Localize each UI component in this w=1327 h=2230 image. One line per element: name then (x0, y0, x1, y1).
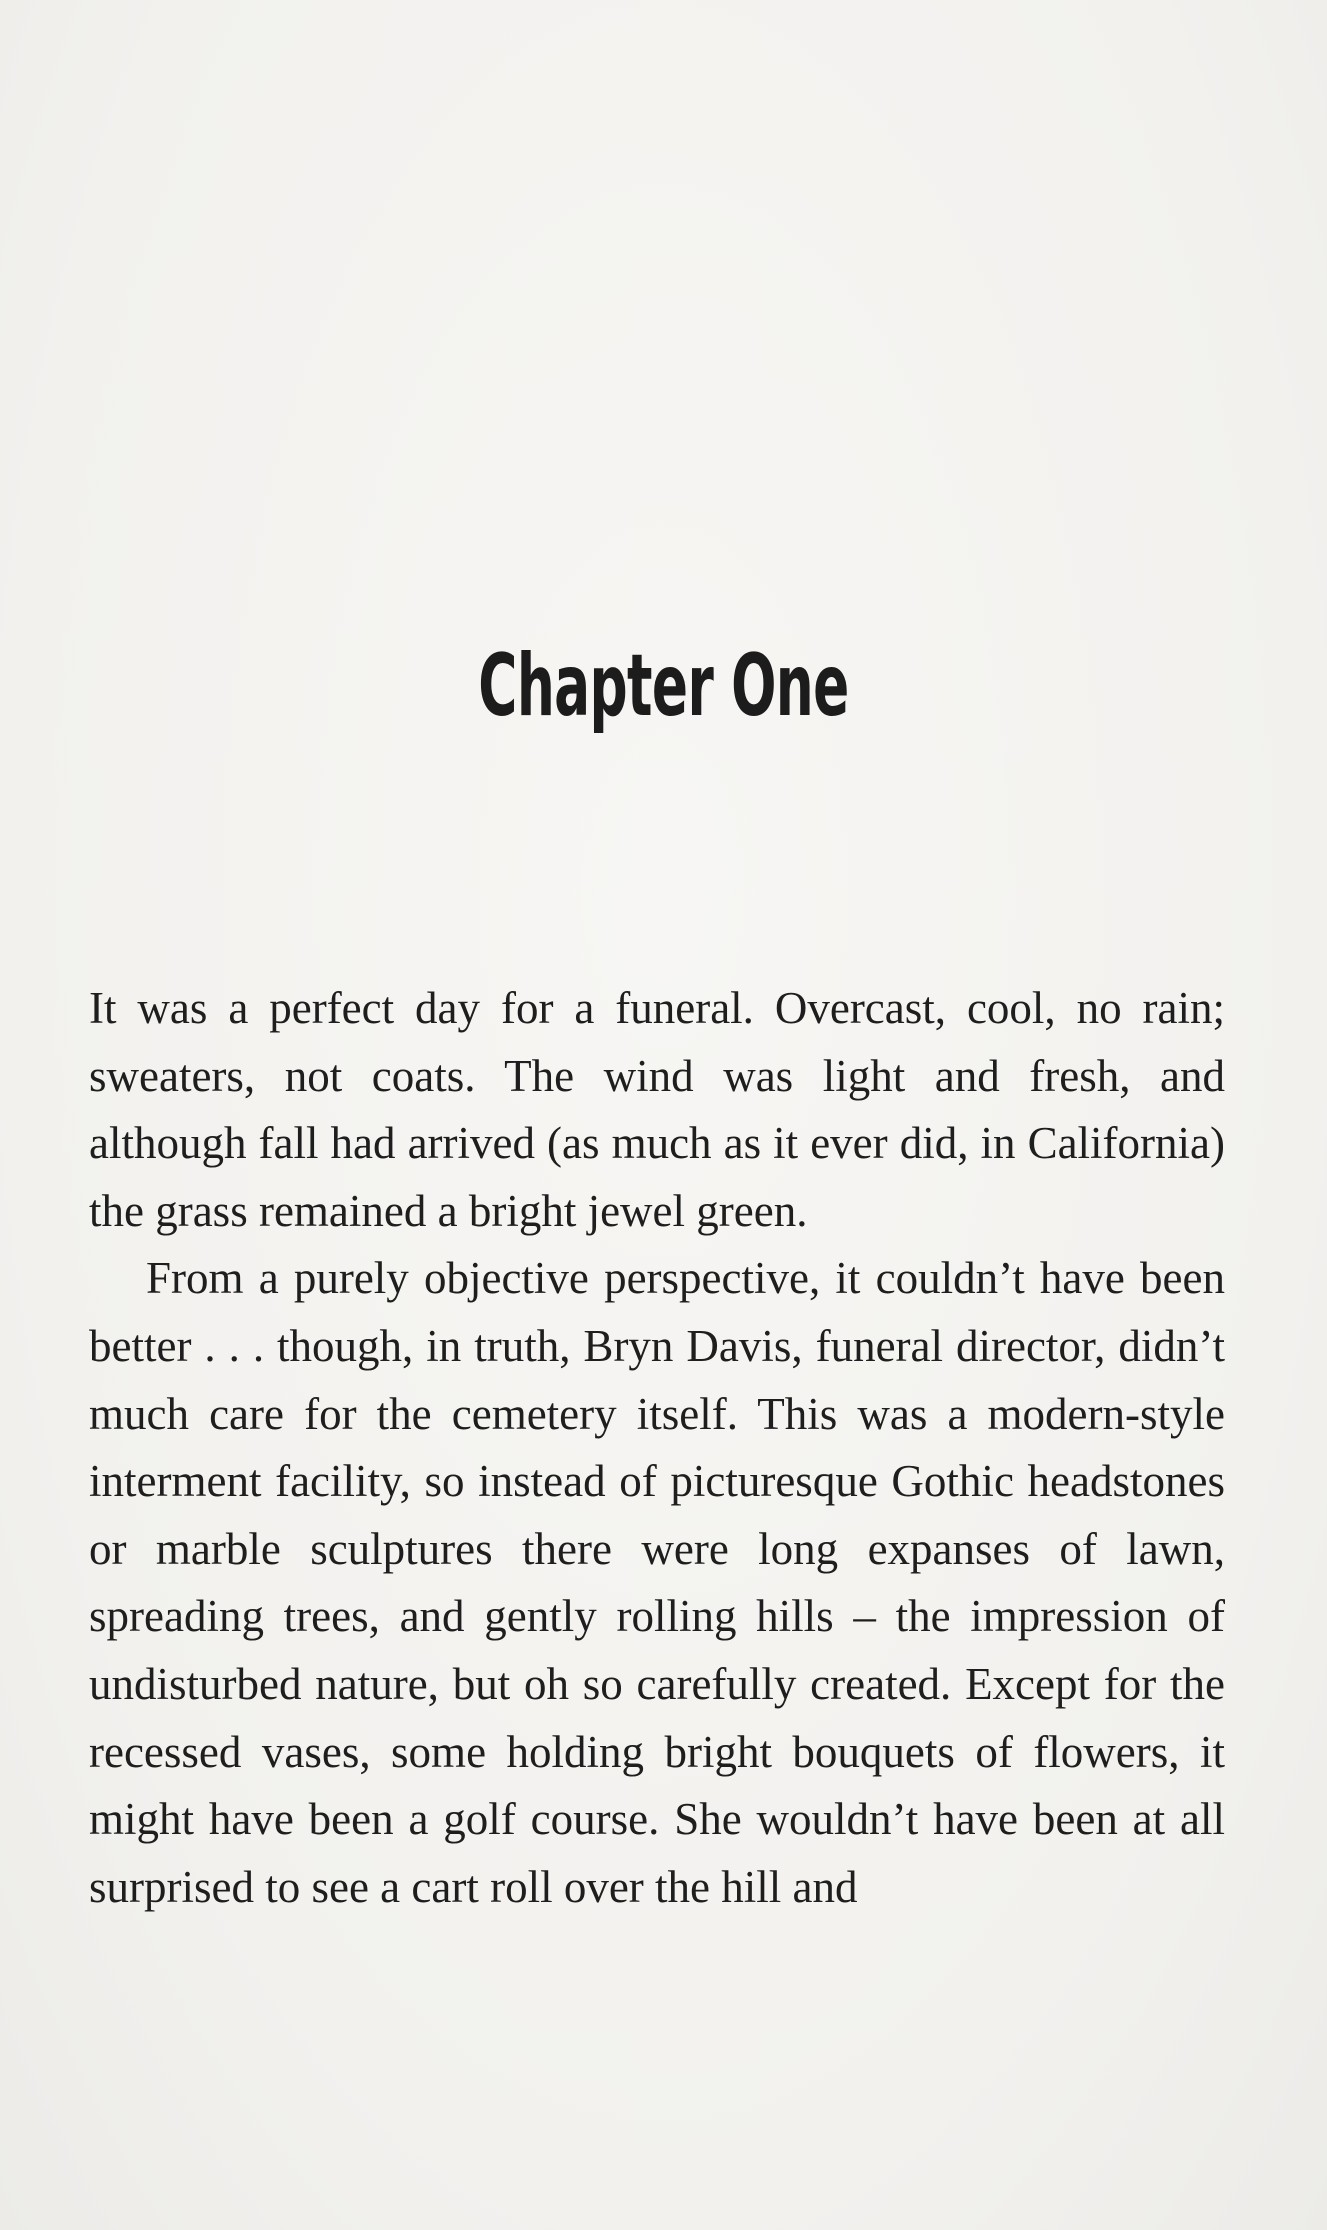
paragraph-2: From a purely objective perspective, it couldn’t have been better . . . though, in truth, Bryn Davis, funeral director, didn’t much care for the cemetery itself. This was a modern-style interment facility, so instead of picturesque Gothic headstones or marble sculptures there were long expanses of lawn, spreading trees, and gently rolling hills – the impression of undisturbed nature, but oh so carefully created. Except for the recessed vases, some holding bright bouquets of flowers, it might have been a golf course. She wouldn’t have been at all surprised to see a cart roll over the hill and (89, 1253, 1225, 1912)
chapter-title: Chapter One (478, 635, 849, 736)
chapter-body (89, 975, 1225, 1921)
paragraph-1: It was a perfect day for a funeral. Overcast, cool, no rain; sweaters, not coats. The wind was light and fresh, and although fall had arrived (as much as it ever did, in California) the grass remained a bright jewel green. (89, 983, 1225, 1236)
